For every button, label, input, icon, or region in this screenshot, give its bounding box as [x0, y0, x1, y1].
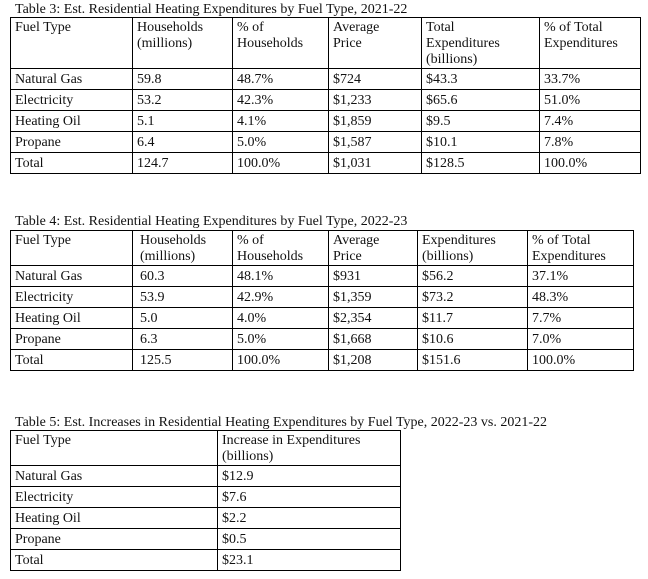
value-cell: $0.5 — [218, 529, 401, 550]
header-cell-line: Price — [333, 249, 362, 264]
fuel-type-cell: Electricity — [11, 487, 218, 508]
table-row — [11, 69, 641, 90]
fuel-type-cell: Heating Oil — [11, 308, 133, 329]
value-cell: 6.4 — [133, 132, 233, 153]
fuel-type-cell: Propane — [11, 329, 133, 350]
header-cell — [133, 231, 233, 266]
table-3-caption: Table 3: Est. Residential Heating Expenditures by Fuel Type, 2021-22 — [15, 2, 408, 17]
value-cell: $1,587 — [329, 132, 422, 153]
table-row — [11, 111, 641, 132]
header-cell — [329, 18, 422, 69]
header-cell-line: (billions) — [426, 52, 478, 67]
header-row — [11, 231, 634, 266]
header-cell-line: Households — [237, 36, 304, 51]
fuel-type-cell: Heating Oil — [11, 508, 218, 529]
header-cell-line: Expenditures — [426, 36, 500, 51]
value-cell: $2.2 — [218, 508, 401, 529]
value-cell: $56.2 — [418, 266, 528, 287]
value-cell: 42.3% — [233, 90, 329, 111]
header-cell-line: (billions) — [422, 249, 474, 264]
header-cell — [329, 231, 418, 266]
header-cell-line: Households — [140, 233, 207, 248]
value-cell: $724 — [329, 69, 422, 90]
value-cell: 100.0% — [540, 153, 641, 174]
value-cell: $10.1 — [422, 132, 540, 153]
table-3 — [10, 17, 641, 174]
value-cell: 53.9 — [133, 287, 233, 308]
value-cell: 60.3 — [133, 266, 233, 287]
value-cell: 48.1% — [233, 266, 329, 287]
value-cell: $7.6 — [218, 487, 401, 508]
value-cell: 4.0% — [233, 308, 329, 329]
header-cell-line: % of Total — [532, 233, 591, 248]
header-cell-line: Expenditures — [532, 249, 606, 264]
value-cell: 100.0% — [233, 350, 329, 371]
value-cell: $73.2 — [418, 287, 528, 308]
table-row — [11, 266, 634, 287]
value-cell: $931 — [329, 266, 418, 287]
fuel-type-cell: Total — [11, 550, 218, 571]
header-row — [11, 18, 641, 69]
header-cell — [540, 18, 641, 69]
fuel-type-cell: Natural Gas — [11, 466, 218, 487]
header-cell — [528, 231, 634, 266]
fuel-type-cell: Electricity — [11, 90, 133, 111]
fuel-type-cell: Heating Oil — [11, 111, 133, 132]
value-cell: 37.1% — [528, 266, 634, 287]
value-cell: 124.7 — [133, 153, 233, 174]
header-cell-line: Expenditures — [422, 233, 496, 248]
header-cell — [233, 18, 329, 69]
table-5 — [10, 430, 401, 571]
table-5-caption: Table 5: Est. Increases in Residential Heating Expenditures by Fuel Type, 2022-23 vs. 2021-22 — [15, 415, 548, 430]
value-cell: $23.1 — [218, 550, 401, 571]
table-row — [11, 466, 401, 487]
value-cell: $1,208 — [329, 350, 418, 371]
value-cell: 7.7% — [528, 308, 634, 329]
header-cell — [11, 431, 218, 466]
header-cell — [422, 18, 540, 69]
header-cell — [418, 231, 528, 266]
value-cell: $1,859 — [329, 111, 422, 132]
table-row — [11, 487, 401, 508]
header-cell-line: % of — [237, 20, 264, 35]
header-cell-line: Expenditures — [544, 36, 618, 51]
value-cell: $11.7 — [418, 308, 528, 329]
table-row — [11, 529, 401, 550]
table-row — [11, 153, 641, 174]
table-row — [11, 132, 641, 153]
header-cell-line: Total — [426, 20, 455, 35]
header-cell-line: Fuel Type — [15, 433, 71, 448]
fuel-type-cell: Propane — [11, 529, 218, 550]
table-row — [11, 550, 401, 571]
fuel-type-cell: Electricity — [11, 287, 133, 308]
fuel-type-cell: Natural Gas — [11, 69, 133, 90]
value-cell: $128.5 — [422, 153, 540, 174]
header-cell-line: Average — [333, 233, 380, 248]
fuel-type-cell: Total — [11, 350, 133, 371]
value-cell: $12.9 — [218, 466, 401, 487]
table-4-caption: Table 4: Est. Residential Heating Expenditures by Fuel Type, 2022-23 — [15, 214, 408, 229]
header-cell-line: (millions) — [137, 36, 193, 51]
header-cell — [233, 231, 329, 266]
table-row — [11, 308, 634, 329]
value-cell: $9.5 — [422, 111, 540, 132]
value-cell: $1,031 — [329, 153, 422, 174]
header-cell-line: (billions) — [222, 449, 274, 464]
fuel-type-cell: Natural Gas — [11, 266, 133, 287]
fuel-type-cell: Total — [11, 153, 133, 174]
value-cell: 100.0% — [528, 350, 634, 371]
value-cell: 48.3% — [528, 287, 634, 308]
header-cell — [133, 18, 233, 69]
value-cell: $2,354 — [329, 308, 418, 329]
header-cell-line: Average — [333, 20, 380, 35]
value-cell: $10.6 — [418, 329, 528, 350]
value-cell: $151.6 — [418, 350, 528, 371]
value-cell: 53.2 — [133, 90, 233, 111]
value-cell: 7.0% — [528, 329, 634, 350]
table-row — [11, 287, 634, 308]
value-cell: 4.1% — [233, 111, 329, 132]
header-cell — [11, 18, 133, 69]
value-cell: $43.3 — [422, 69, 540, 90]
header-row — [11, 431, 401, 466]
table-row — [11, 350, 634, 371]
value-cell: $65.6 — [422, 90, 540, 111]
value-cell: 5.0% — [233, 329, 329, 350]
value-cell: 59.8 — [133, 69, 233, 90]
value-cell: 7.4% — [540, 111, 641, 132]
header-cell-line: Fuel Type — [15, 233, 71, 248]
header-cell-line: Households — [137, 20, 204, 35]
table-4 — [10, 230, 634, 371]
header-cell — [218, 431, 401, 466]
value-cell: $1,359 — [329, 287, 418, 308]
header-cell-line: Fuel Type — [15, 20, 71, 35]
header-cell-line: Households — [237, 249, 304, 264]
value-cell: 6.3 — [133, 329, 233, 350]
fuel-type-cell: Propane — [11, 132, 133, 153]
table-row — [11, 90, 641, 111]
value-cell: $1,233 — [329, 90, 422, 111]
value-cell: 48.7% — [233, 69, 329, 90]
header-cell-line: (millions) — [140, 249, 196, 264]
value-cell: 5.0% — [233, 132, 329, 153]
header-cell-line: % of Total — [544, 20, 603, 35]
value-cell: 125.5 — [133, 350, 233, 371]
value-cell: 7.8% — [540, 132, 641, 153]
value-cell: 33.7% — [540, 69, 641, 90]
header-cell — [11, 231, 133, 266]
value-cell: 5.1 — [133, 111, 233, 132]
table-row — [11, 329, 634, 350]
header-cell-line: % of — [237, 233, 264, 248]
value-cell: $1,668 — [329, 329, 418, 350]
table-row — [11, 508, 401, 529]
header-cell-line: Price — [333, 36, 362, 51]
value-cell: 100.0% — [233, 153, 329, 174]
value-cell: 51.0% — [540, 90, 641, 111]
value-cell: 42.9% — [233, 287, 329, 308]
value-cell: 5.0 — [133, 308, 233, 329]
header-cell-line: Increase in Expenditures — [222, 433, 361, 448]
